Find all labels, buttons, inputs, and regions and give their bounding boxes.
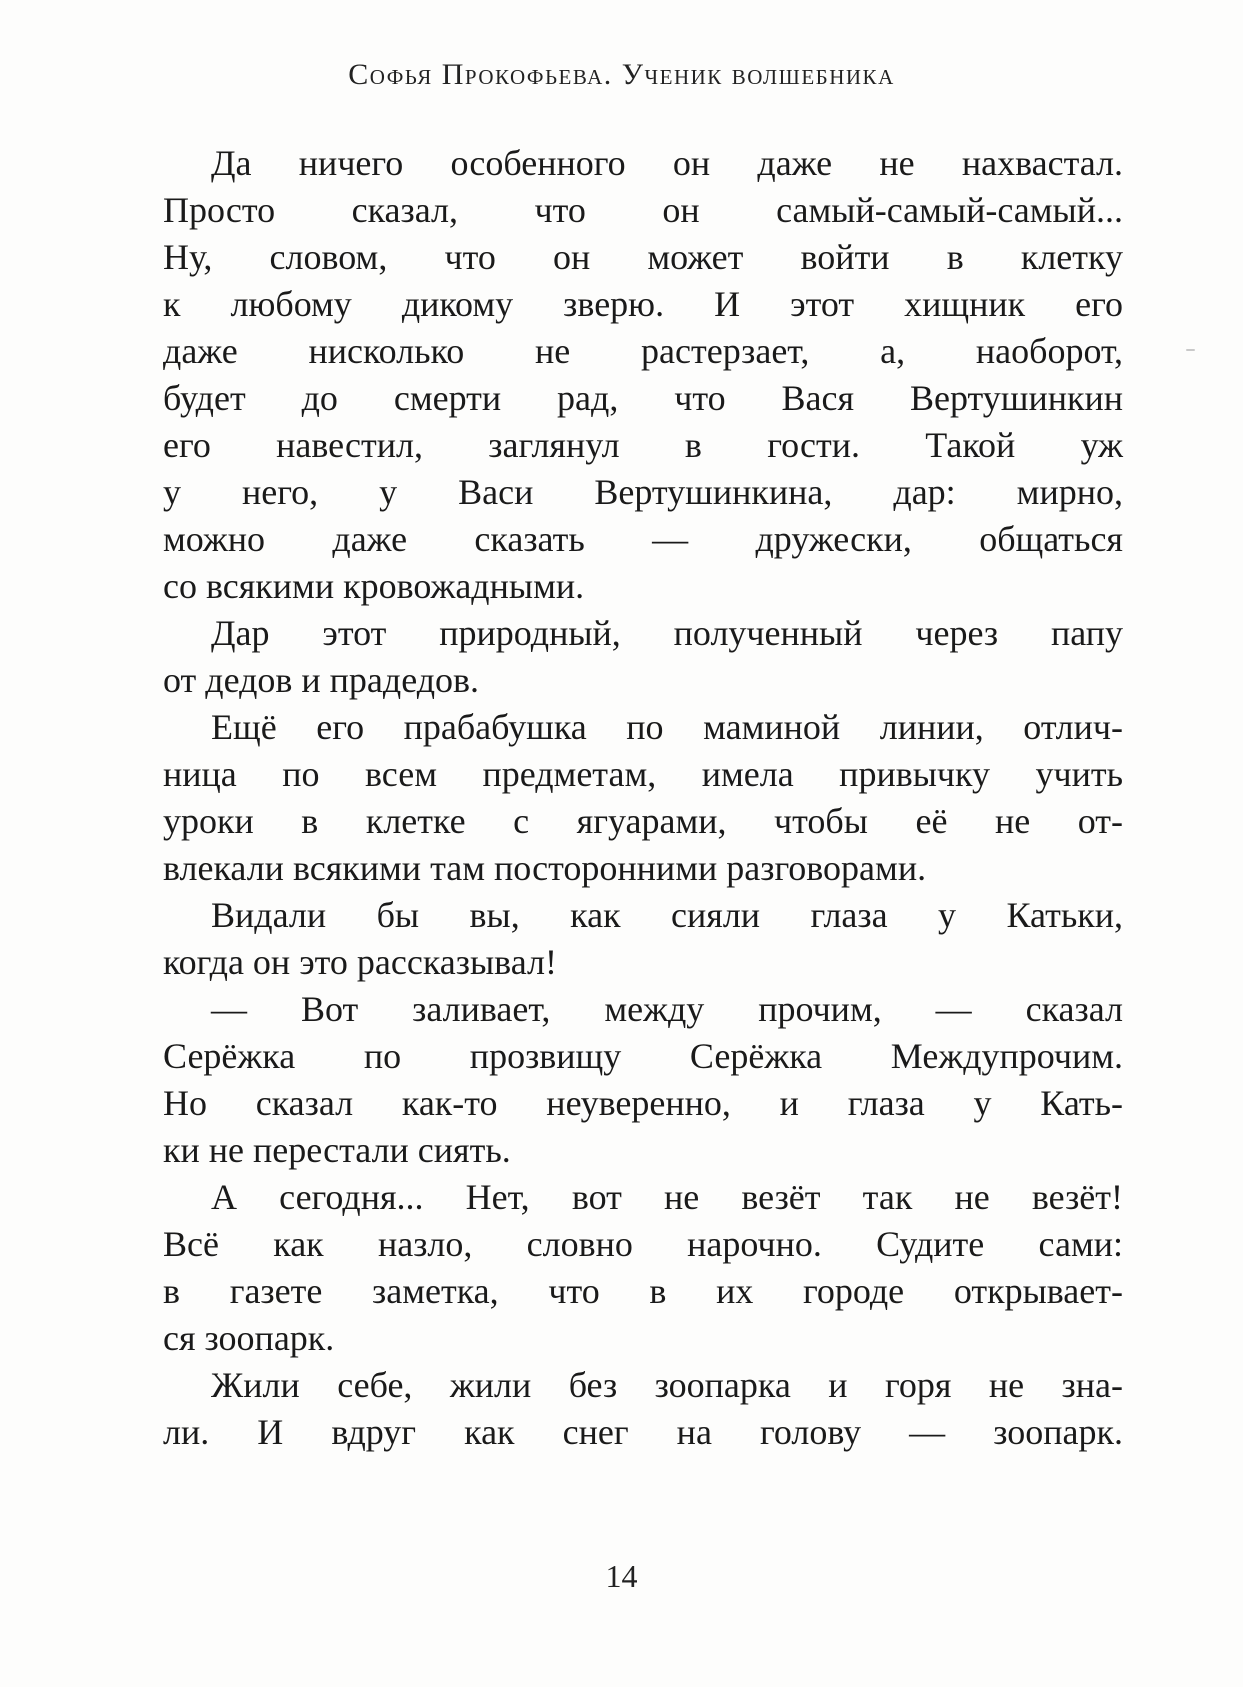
- text-line: к любому дикому зверю. И этот хищник его: [163, 284, 1123, 324]
- text-line: Ещё его прабабушка по маминой линии, отлич-: [211, 707, 1123, 747]
- page-number: 14: [605, 1558, 638, 1594]
- text-line: у него, у Васи Вертушинкина, дар: мирно,: [163, 472, 1123, 512]
- text-line: Всё как назло, словно нарочно. Судите сами:: [163, 1224, 1123, 1264]
- text-line: можно даже сказать — дружески, общаться: [163, 519, 1123, 559]
- text-line: Да ничего особенного он даже не нахвастал.: [211, 143, 1123, 183]
- text-line: — Вот заливает, между прочим, — сказал: [211, 989, 1123, 1029]
- text-line: со всякими кровожадными.: [163, 566, 585, 606]
- text-line: Серёжка по прозвищу Серёжка Междупрочим.: [163, 1036, 1123, 1076]
- text-line: даже нисколько не растерзает, а, наоборот,: [163, 331, 1123, 371]
- body-text: [163, 140, 1123, 1456]
- text-line: Но сказал как-то неуверенно, и глаза у Кать-: [163, 1083, 1123, 1123]
- text-line: ли. И вдруг как снег на голову — зоопарк.: [163, 1412, 1123, 1452]
- text-line: А сегодня... Нет, вот не везёт так не везёт!: [211, 1177, 1123, 1217]
- text-line: будет до смерти рад, что Вася Вертушинкин: [163, 378, 1123, 418]
- text-line: уроки в клетке с ягуарами, чтобы её не от-: [163, 801, 1123, 841]
- text-line: Видали бы вы, как сияли глаза у Катьки,: [211, 895, 1123, 935]
- text-line: Жили себе, жили без зоопарка и горя не зна-: [211, 1365, 1123, 1405]
- text-line: ки не перестали сиять.: [163, 1130, 511, 1170]
- text-line: ница по всем предметам, имела привычку учить: [163, 754, 1123, 794]
- text-line: его навестил, заглянул в гости. Такой уж: [163, 425, 1123, 465]
- text-line: когда он это рассказывал!: [163, 942, 557, 982]
- text-line: в газете заметка, что в их городе открывает-: [163, 1271, 1123, 1311]
- text-line: ся зоопарк.: [163, 1318, 335, 1358]
- text-line: Просто сказал, что он самый-самый-самый...: [163, 190, 1123, 230]
- text-line: влекали всякими там посторонними разговорами.: [163, 848, 927, 888]
- running-head: Софья Прокофьева. Ученик волшебника: [348, 58, 895, 91]
- paper-speck: [1186, 349, 1195, 351]
- text-line: Дар этот природный, полученный через папу: [211, 613, 1123, 653]
- text-line: от дедов и прадедов.: [163, 660, 480, 700]
- text-line: Ну, словом, что он может войти в клетку: [163, 237, 1123, 277]
